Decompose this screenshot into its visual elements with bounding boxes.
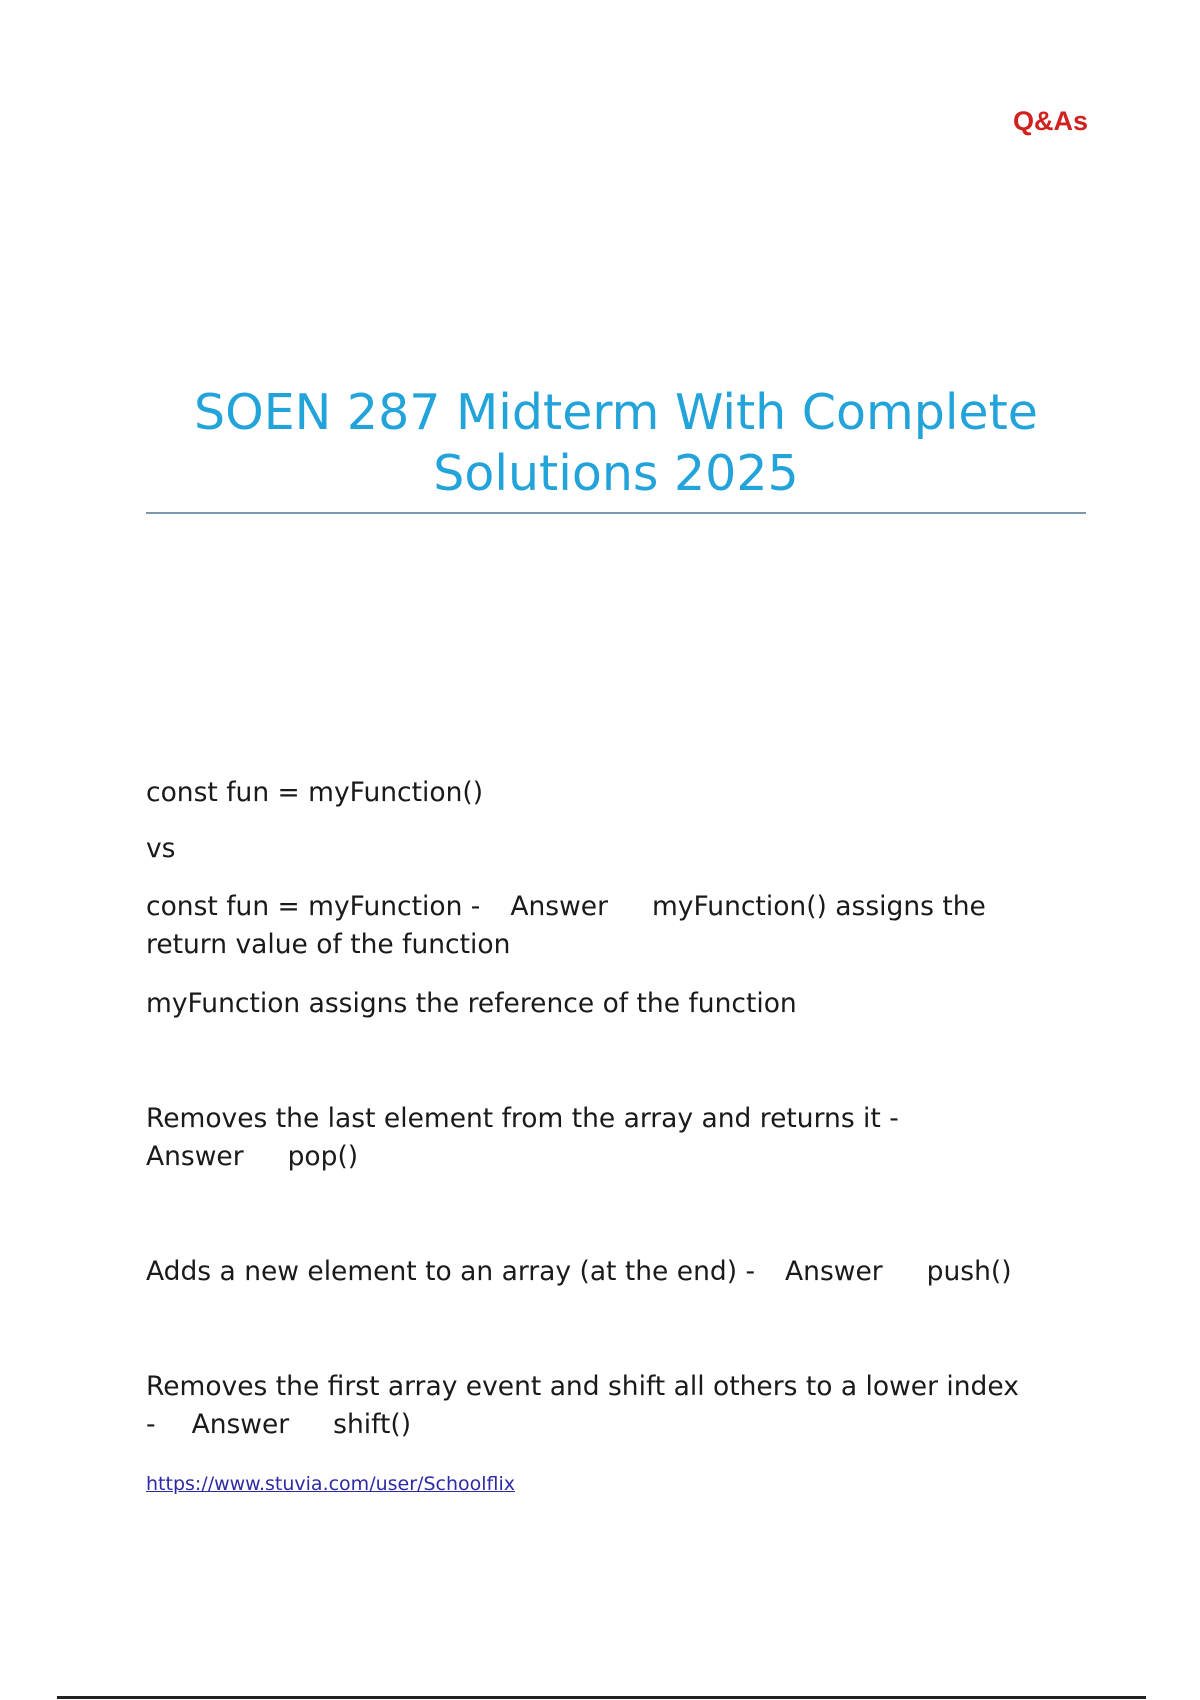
answer-text: myFunction() assigns the <box>651 891 986 922</box>
qa-text-line: myFunction assigns the reference of the function <box>146 988 797 1019</box>
qa-item <box>146 1368 1096 1444</box>
answer-continuation: return value of the function <box>146 929 511 960</box>
footer-rule <box>57 1696 1146 1699</box>
question-text: Removes the last element from the array and returns it - <box>146 1103 899 1134</box>
answer-text: push() <box>926 1256 1012 1287</box>
dash: - <box>146 1409 156 1440</box>
qa-text-line: vs <box>146 833 176 864</box>
document-title <box>146 382 1086 504</box>
answer-label: Answer <box>510 891 608 922</box>
answer-text: shift() <box>333 1409 412 1440</box>
qa-item <box>146 888 1096 964</box>
answer-label: Answer <box>191 1409 290 1440</box>
qa-item <box>146 1100 1096 1176</box>
title-underline <box>146 512 1086 514</box>
qa-header-label: Q&As <box>1012 106 1088 136</box>
question-text: Removes the first array event and shift all others to a lower index <box>146 1371 1019 1402</box>
qa-item <box>146 1253 1096 1291</box>
answer-label: Answer <box>146 1141 244 1172</box>
answer-text: pop() <box>287 1141 359 1172</box>
title-line-2: Solutions 2025 <box>433 445 799 502</box>
answer-label: Answer <box>785 1256 883 1287</box>
question-text: const fun = myFunction - <box>146 891 481 922</box>
stuvia-profile-link[interactable]: https://www.stuvia.com/user/Schoolflix <box>146 1473 516 1495</box>
question-text: Adds a new element to an array (at the end) - <box>146 1256 756 1287</box>
title-line-1: SOEN 287 Midterm With Complete <box>194 384 1038 441</box>
qa-text-line: const fun = myFunction() <box>146 777 484 808</box>
